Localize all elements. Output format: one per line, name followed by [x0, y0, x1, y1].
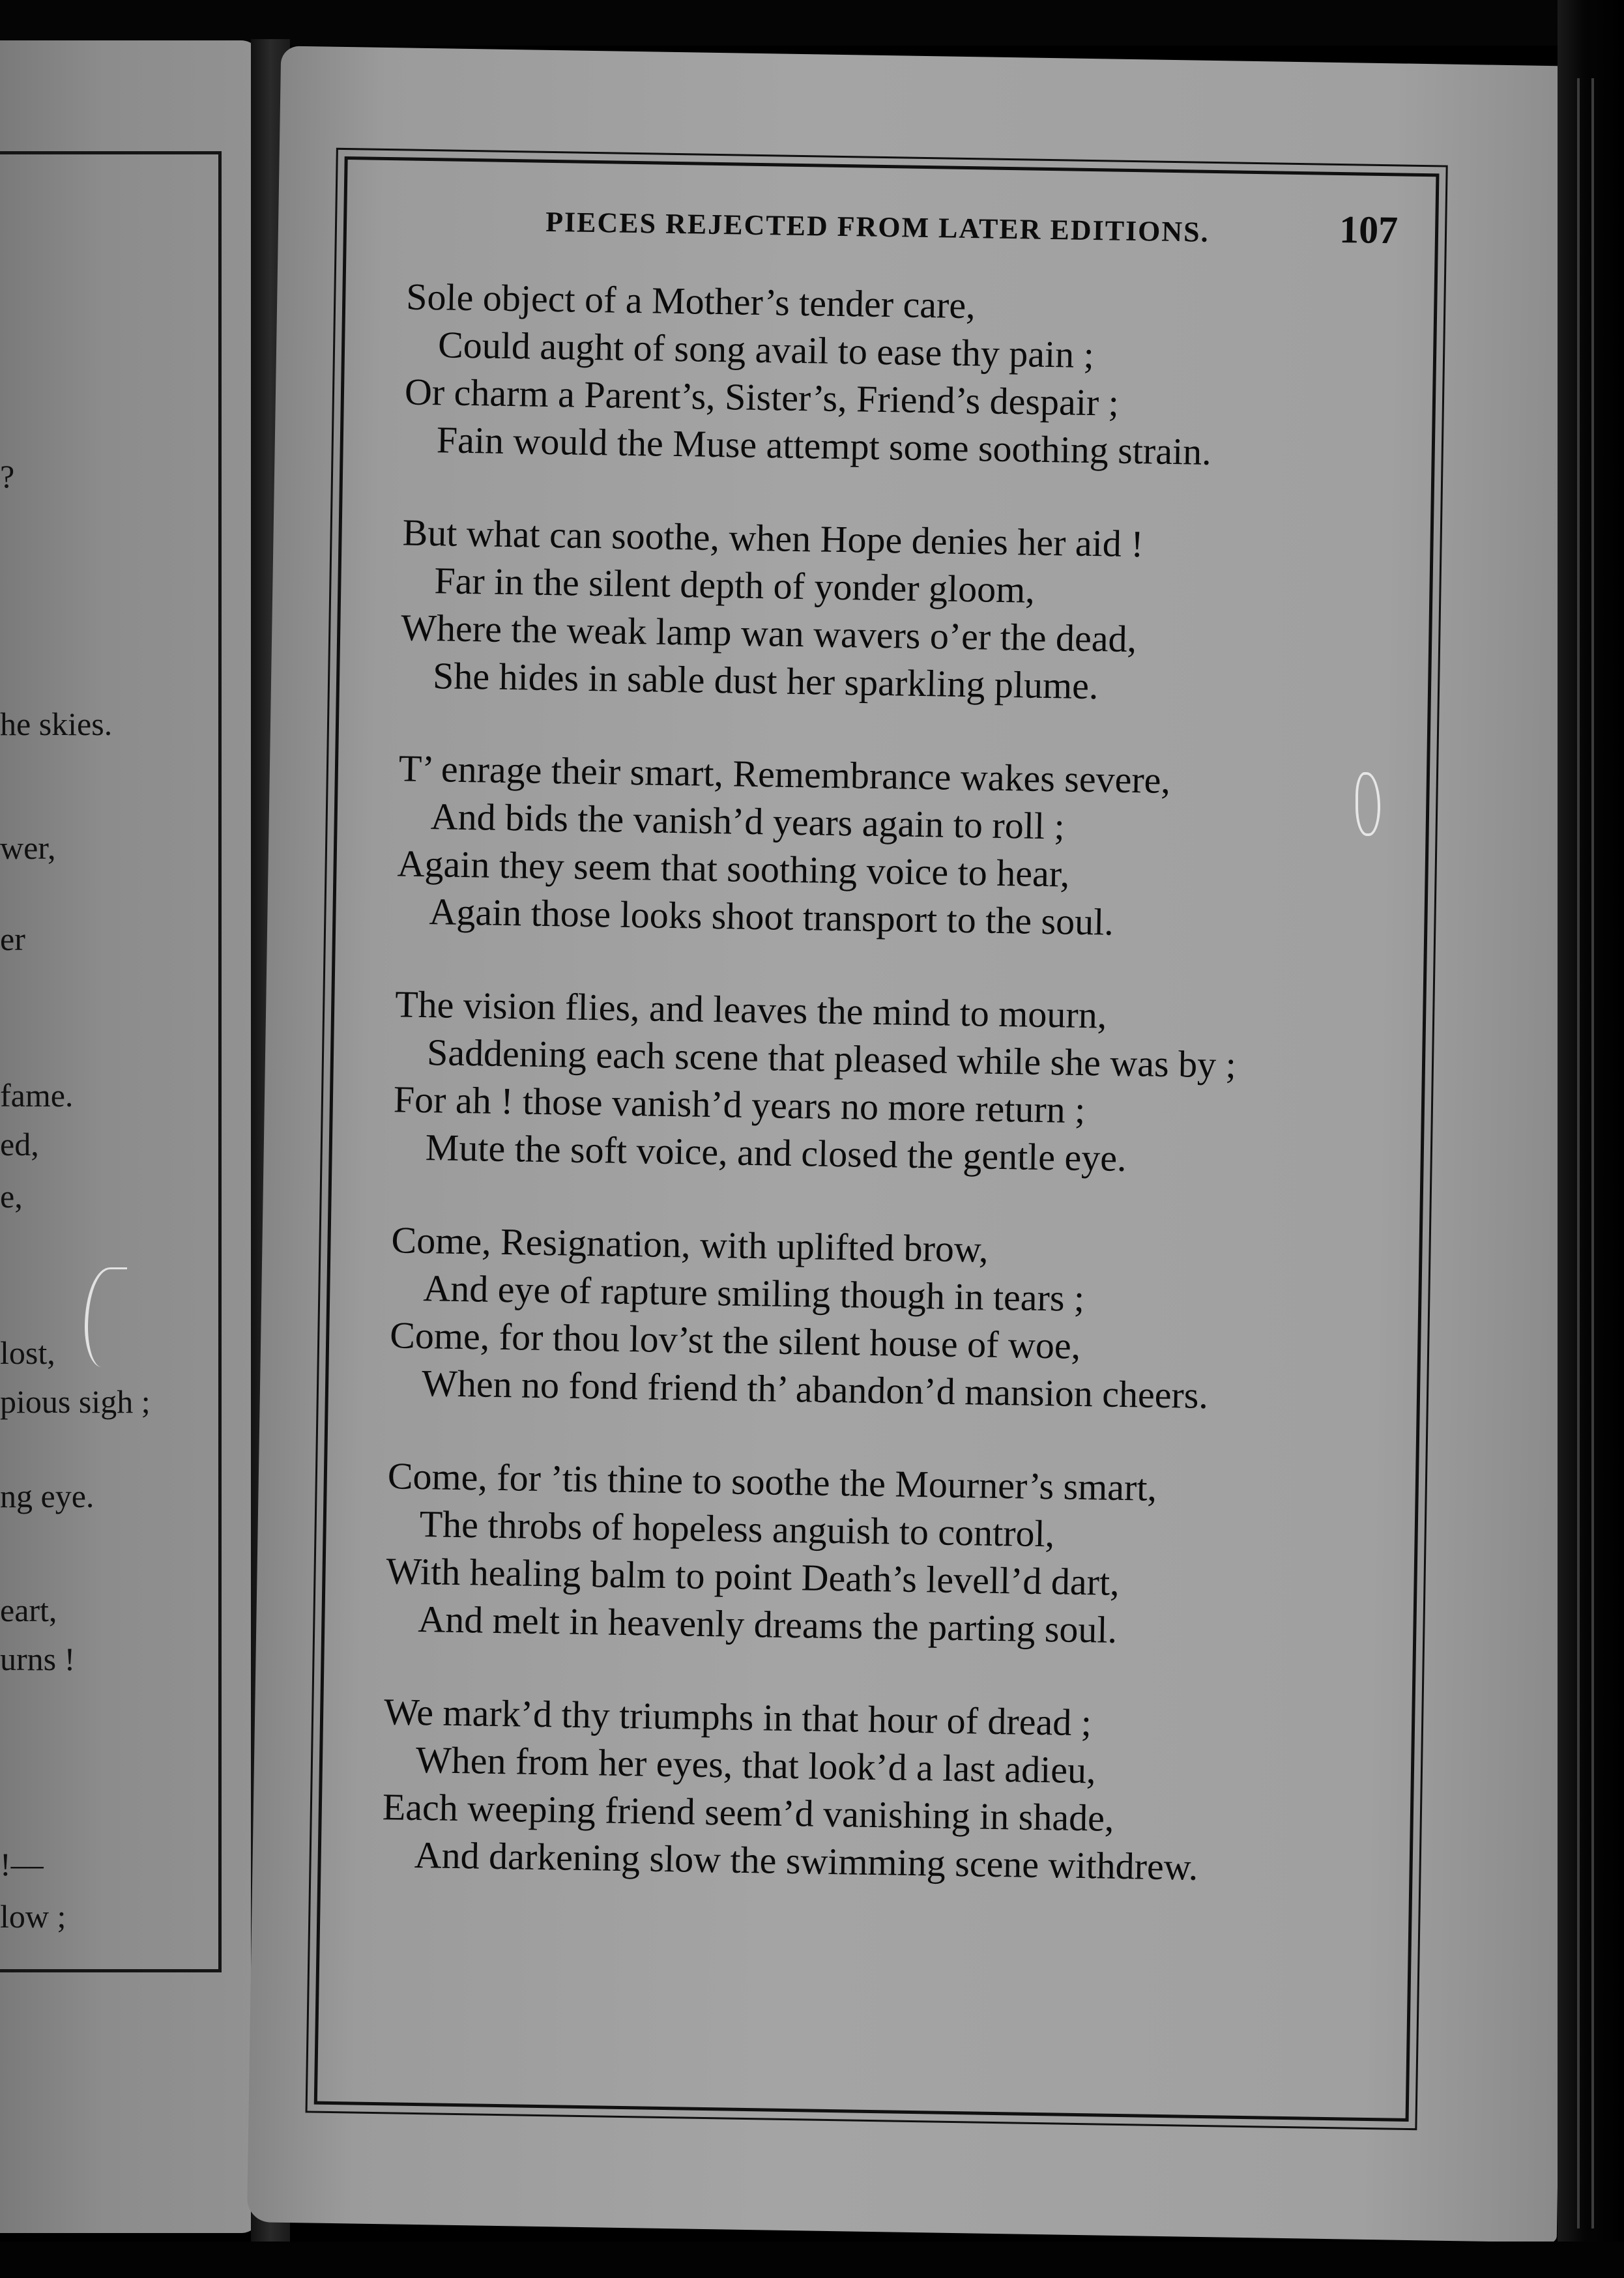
film-frame-bottom [0, 2242, 1624, 2278]
fragment-line: eart, [0, 1592, 57, 1628]
fragment-line: ? [0, 458, 15, 495]
film-frame-top [0, 0, 1624, 46]
poem-line: Again they seem that soothing voice to hear, [397, 842, 1070, 895]
poem-line: Far in the silent depth of yonder gloom, [433, 559, 1036, 611]
poem-line: And melt in heavenly dreams the parting soul. [417, 1598, 1118, 1651]
poem-line: Sole object of a Mother’s tender care, [405, 275, 976, 327]
previous-page-border-top [0, 151, 222, 154]
stanza [381, 1688, 1427, 1894]
poem-line: Or charm a Parent’s, Sister’s, Friend’s despair ; [404, 370, 1120, 424]
poem-line: Mute the soft voice, and closed the gentle eye. [425, 1126, 1127, 1180]
poem-line: With healing balm to point Death’s levell’d dart, [386, 1550, 1120, 1604]
poem-line: The vision flies, and leaves the mind to mourn, [394, 983, 1107, 1037]
stanza [400, 508, 1445, 715]
previous-page [0, 40, 261, 2233]
poem-line: Each weeping friend seem’d vanishing in shade, [382, 1785, 1114, 1839]
poem-line: The throbs of hopeless anguish to control, [419, 1503, 1055, 1555]
stanza [385, 1452, 1430, 1658]
fragment-line: pious sigh ; [0, 1383, 151, 1420]
poem-line: Fain would the Muse attempt some soothing strain. [436, 418, 1212, 473]
fragment-line: e, [0, 1178, 23, 1215]
page-number: 107 [1339, 207, 1399, 252]
fragment-line: urns ! [0, 1641, 76, 1677]
poem-line: T’ enrage their smart, Remembrance wakes severe, [398, 747, 1171, 801]
poem-line: We mark’d thy triumphs in that hour of dread ; [383, 1690, 1092, 1744]
poem-line: But what can soothe, when Hope denies her aid ! [402, 511, 1144, 566]
fragment-line: he skies. [0, 706, 113, 742]
stanza [396, 744, 1442, 951]
previous-page-border-bottom [0, 1969, 222, 1972]
fragment-line: fame. [0, 1077, 74, 1114]
fragment-line: wer, [0, 829, 56, 866]
fragment-line: low ; [0, 1898, 66, 1935]
poem-line: Where the weak lamp wan wavers o’er the dead, [400, 606, 1137, 661]
poem-line: Saddening each scene that pleased while she was by ; [426, 1031, 1237, 1086]
running-head: PIECES REJECTED FROM LATER EDITIONS. [545, 205, 1210, 248]
poem-line: And darkening slow the swimming scene withdrew. [414, 1833, 1198, 1888]
poem-line: When from her eyes, that look’d a last adieu, [415, 1738, 1097, 1792]
fragment-line: !— [0, 1846, 44, 1882]
poem-line: Again those looks shoot transport to the soul. [429, 890, 1114, 944]
poem-line: She hides in sable dust her sparkling plume. [432, 654, 1099, 708]
fragment-line: ed, [0, 1126, 39, 1162]
poem-line: Come, for thou lov’st the silent house of woe, [389, 1314, 1081, 1367]
stanza [389, 1216, 1434, 1422]
previous-page-border-right [218, 151, 222, 1969]
poem-line: And eye of rapture smiling though in tears ; [422, 1267, 1085, 1320]
poem-body [381, 272, 1449, 1940]
poem-line: And bids the vanish’d years again to roll ; [430, 795, 1066, 848]
poem-line: Could aught of song avail to ease thy pain ; [437, 323, 1095, 377]
fragment-line: er [0, 921, 25, 957]
film-edge-line [1577, 78, 1580, 2228]
book-page [247, 46, 1591, 2242]
film-frame-right [1558, 0, 1624, 2278]
poem-line: For ah ! those vanish’d years no more return ; [393, 1078, 1086, 1131]
poem-line: Come, Resignation, with uplifted brow, [391, 1218, 989, 1271]
stanza [403, 272, 1449, 479]
fragment-line: lost, [0, 1334, 55, 1371]
stanza [392, 980, 1438, 1187]
poem-line: Come, for ’tis thine to soothe the Mourner’s smart, [387, 1454, 1157, 1509]
fragment-line: ng eye. [0, 1478, 94, 1514]
film-edge-line [1591, 78, 1594, 2228]
poem-line: When no fond friend th’ abandon’d mansion cheers. [421, 1362, 1209, 1417]
